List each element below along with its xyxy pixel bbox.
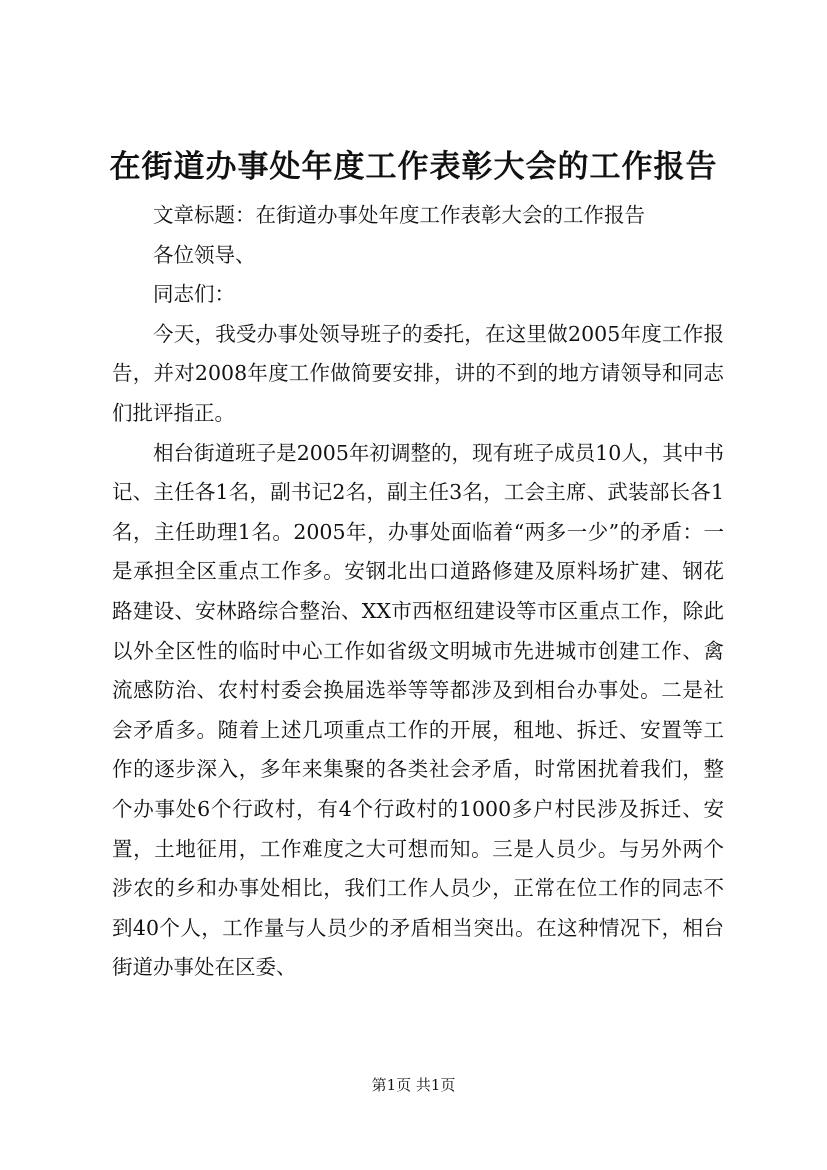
document-title: 在街道办事处年度工作表彰大会的工作报告 bbox=[109, 149, 718, 185]
salutation-comrades: 同志们： bbox=[153, 282, 235, 307]
salutation-leaders: 各位领导、 bbox=[153, 242, 256, 267]
article-title-line: 文章标题：在街道办事处年度工作表彰大会的工作报告 bbox=[153, 203, 645, 227]
intro-paragraph: 今天，我受办事处领导班子的委托，在这里做2005年度工作报告，并对2008年度工作做简要安排，讲的不到的地方请领导和同志们批评指正。 bbox=[112, 321, 724, 425]
page-footer: 第1页 共1页 bbox=[371, 1076, 456, 1094]
body-paragraph: 相台街道班子是2005年初调整的，现有班子成员10人，其中书记、主任各1名，副书记2名，副主任3名，工会主席、武装部长各1名，主任助理1名。2005年，办事处面临着“两多一少”的矛盾：一是承担全区重点工作多。安钢北出口道路修建及原料场扩建、钢花路建设、安林路综合整治、XX市西枢纽建设等市区重点工作，除此以外全区性的临时中心工作如省级文明城市先进城市创建工作、禽流感防治、农村村委会换届选举等等都涉及到相台办事处。二是社会矛盾多。随着上述几项重点工作的开展，租地、拆迁、安置等工作的逐步深入，多年来集聚的各类社会矛盾，时常困扰着我们，整个办事处6个行政村，有4个行政村的1000多户村民涉及拆迁、安置，土地征用，工作难度之大可想而知。三是人员少。与另外两个涉农的乡和办事处相比，我们工作人员少，正常在位工作的同志不到40个人，工作量与人员少的矛盾相当突出。在这种情况下，相台街道办事处在区委、 bbox=[112, 440, 724, 980]
document-body bbox=[112, 196, 724, 988]
